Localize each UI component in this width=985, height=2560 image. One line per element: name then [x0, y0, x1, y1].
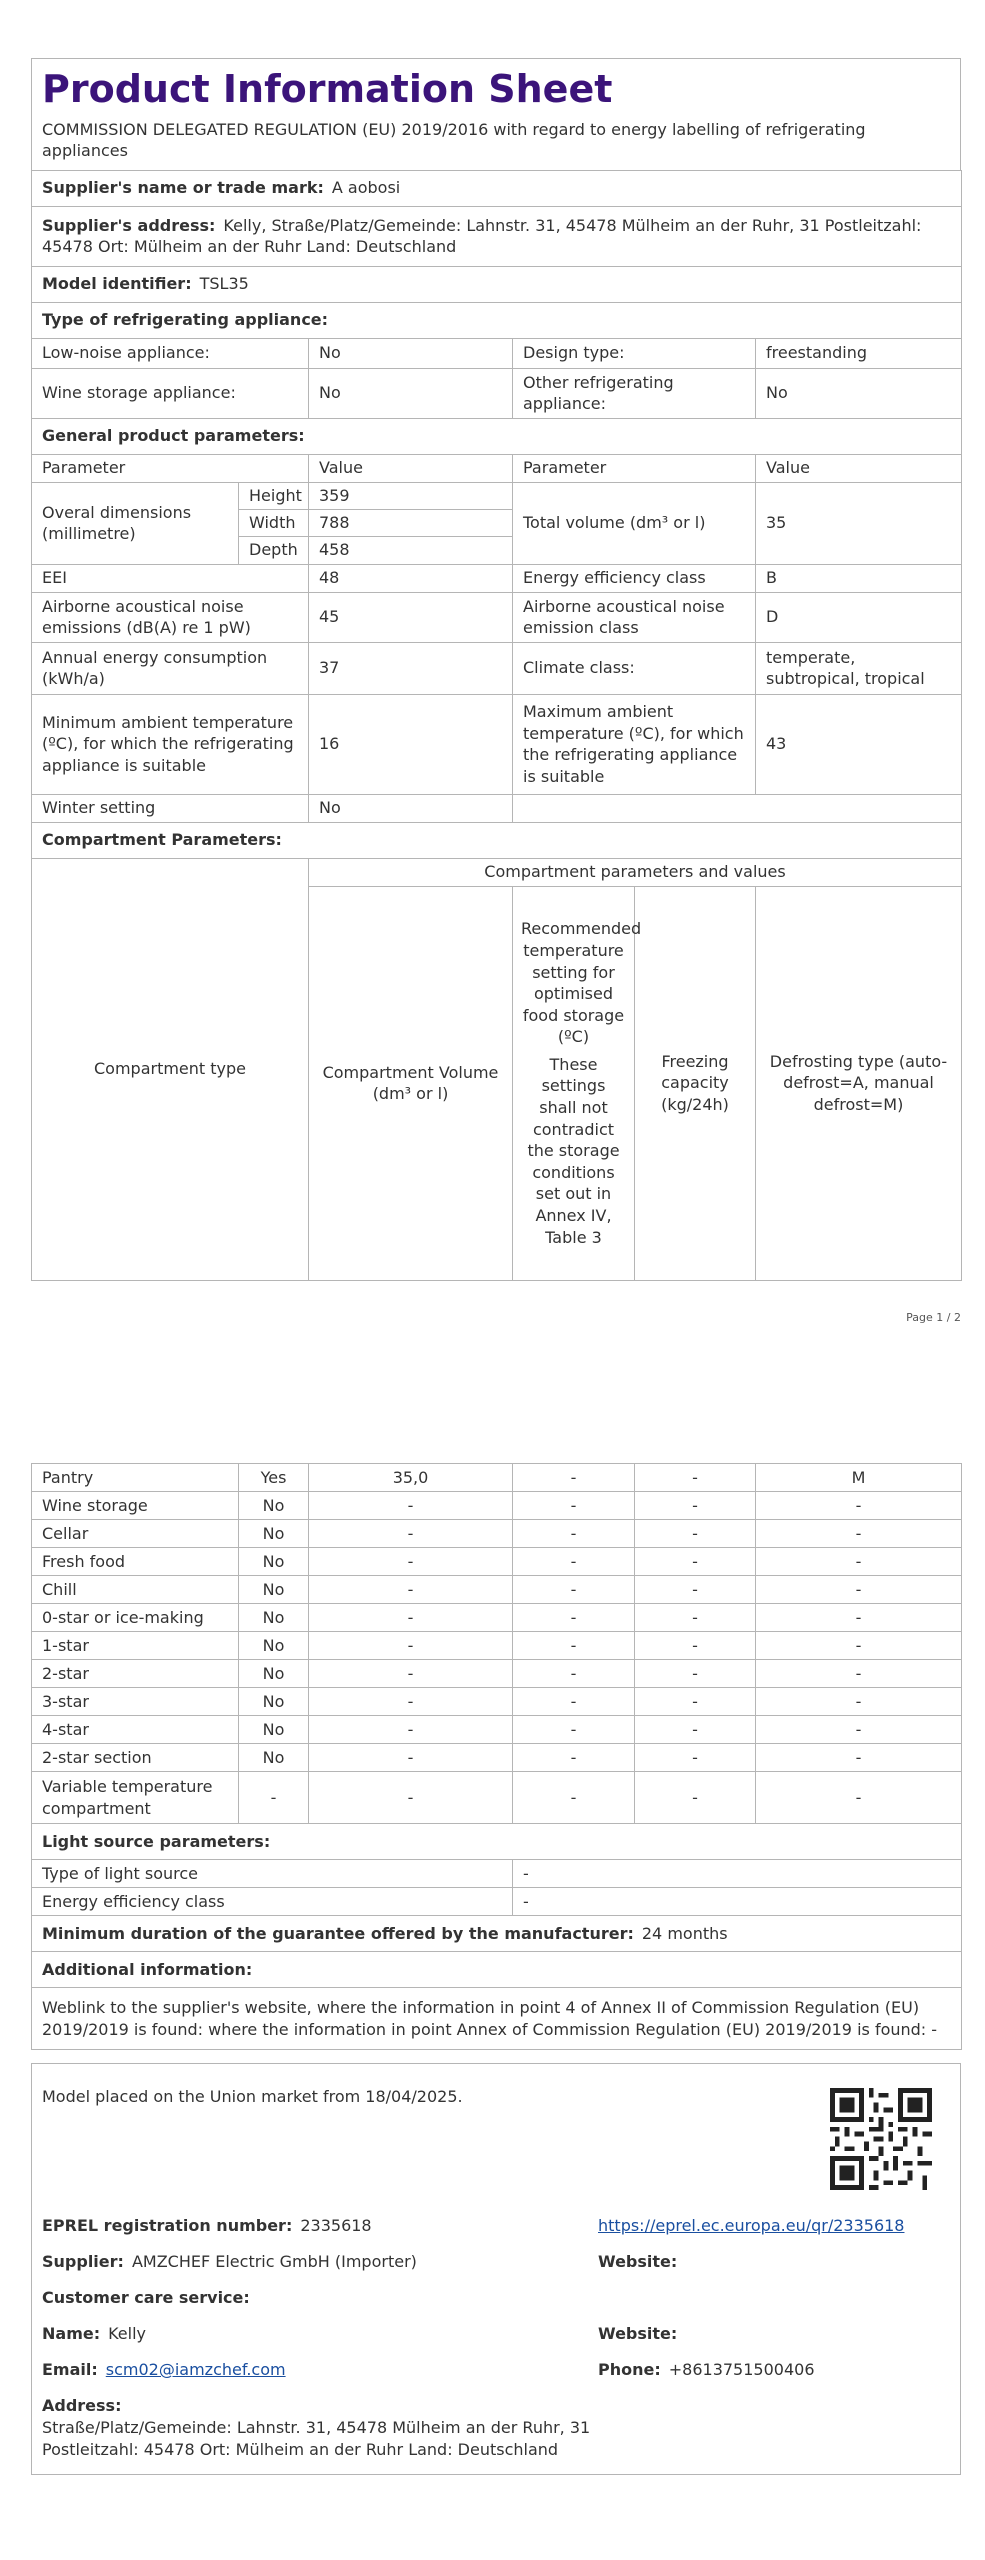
compartment-row — [32, 1576, 962, 1604]
compartment-row — [32, 1604, 962, 1632]
compartment-volume-cell: - — [309, 1492, 513, 1520]
other-appliance-value: No — [756, 368, 962, 418]
regulation-subtitle: COMMISSION DELEGATED REGULATION (EU) 2019/2016 with regard to energy labelling of refrigerating appliances — [42, 119, 866, 161]
compartment-freezing-cell: - — [635, 1492, 756, 1520]
energy-class-label: Energy efficiency class — [513, 564, 756, 592]
compartment-present-cell: - — [239, 1772, 309, 1824]
compartment-freezing-cell: - — [635, 1548, 756, 1576]
supplier-name-value: A aobosi — [331, 178, 401, 198]
care-website-label: Website: — [598, 2324, 678, 2343]
design-type-value: freestanding — [756, 338, 962, 368]
width-label: Width — [239, 509, 309, 536]
compartment-freezing-cell: - — [635, 1744, 756, 1772]
compartment-present-cell: No — [239, 1688, 309, 1716]
eei-label: EEI — [32, 564, 309, 592]
col-value-right: Value — [756, 454, 962, 482]
total-volume-value: 35 — [756, 482, 962, 564]
height-label: Height — [239, 482, 309, 509]
compartment-freezing-cell: - — [635, 1576, 756, 1604]
compartment-defrost-cell: - — [756, 1660, 962, 1688]
compartment-volume-cell: - — [309, 1576, 513, 1604]
compartment-temp-cell: - — [513, 1660, 635, 1688]
model-identifier-row: Model identifier: TSL35 — [32, 266, 962, 302]
compartment-temp-cell: - — [513, 1576, 635, 1604]
compartment-type-cell: Cellar — [32, 1520, 239, 1548]
qr-code-icon[interactable] — [830, 2088, 932, 2190]
max-temp-label: Maximum ambient temperature (ºC), for which the refrigerating appliance is suitable — [513, 694, 756, 794]
light-heading: Light source parameters: — [32, 1824, 962, 1860]
compartment-type-header: Compartment type — [32, 858, 309, 1280]
compartment-present-cell: No — [239, 1492, 309, 1520]
guarantee-row: Minimum duration of the guarantee offered by the manufacturer: 24 months — [32, 1916, 962, 1952]
col-parameter-right: Parameter — [513, 454, 756, 482]
sheet-page-1 — [31, 58, 961, 1281]
compartment-volume-cell: - — [309, 1688, 513, 1716]
compartment-type-cell: 2-star — [32, 1660, 239, 1688]
eprel-info-box — [31, 2063, 961, 2475]
winter-empty-cell — [513, 794, 962, 822]
compartment-freezing-cell: - — [635, 1604, 756, 1632]
compartment-freezing-cell: - — [635, 1520, 756, 1548]
compartment-freezing-cell: - — [635, 1632, 756, 1660]
eprel-link[interactable]: https://eprel.ec.europa.eu/qr/2335618 — [598, 2216, 905, 2235]
compartment-volume-cell: - — [309, 1716, 513, 1744]
compartment-group-header: Compartment parameters and values — [309, 858, 962, 886]
compartment-volume-cell: - — [309, 1520, 513, 1548]
guarantee-value: 24 months — [641, 1923, 728, 1943]
wine-appliance-label: Wine storage appliance: — [32, 368, 309, 418]
compartment-defrost-cell: - — [756, 1576, 962, 1604]
compartment-present-cell: No — [239, 1716, 309, 1744]
compartment-defrost-cell: - — [756, 1772, 962, 1824]
additional-text: Weblink to the supplier's website, where the information in point 4 of Annex II of Commission Regulation (EU) 2019/2019 is found: where the information in point Annex of Commission Regulation (EU) 2019/2019 is found: - — [32, 1988, 962, 2050]
address-heading: Address: — [42, 2396, 122, 2415]
compartment-type-cell: Chill — [32, 1576, 239, 1604]
compartment-type-cell: Variable temperature compartment — [32, 1772, 239, 1824]
compartment-volume-cell: - — [309, 1744, 513, 1772]
compartment-defrost-cell: - — [756, 1492, 962, 1520]
placed-on-market: Model placed on the Union market from 18/04/2025. — [42, 2087, 463, 2106]
compartment-row — [32, 1632, 962, 1660]
type-section-heading: Type of refrigerating appliance: — [32, 302, 962, 338]
page-title: Product Information Sheet — [42, 67, 613, 111]
supplier-address-value: Kelly, Straße/Platz/Gemeinde: Lahnstr. 31, 45478 Mülheim an der Ruhr, 31 Postleitzahl: 45478 Ort: Mülheim an der Ruhr Land: Deutschland — [42, 215, 922, 257]
customer-care-heading: Customer care service: — [42, 2288, 250, 2307]
design-type-label: Design type: — [513, 338, 756, 368]
phone-value: +8613751500406 — [668, 2360, 815, 2379]
compartment-temp-cell: - — [513, 1716, 635, 1744]
height-value: 359 — [309, 482, 513, 509]
compartment-present-cell: No — [239, 1576, 309, 1604]
sheet-header — [31, 58, 961, 170]
compartment-freezing-cell: - — [635, 1688, 756, 1716]
winter-setting-value: No — [309, 794, 513, 822]
compartment-defrost-cell: M — [756, 1464, 962, 1492]
compartment-type-cell: Wine storage — [32, 1492, 239, 1520]
compartment-type-cell: 1-star — [32, 1632, 239, 1660]
compartment-present-cell: No — [239, 1660, 309, 1688]
compartment-row — [32, 1716, 962, 1744]
freezing-capacity-header: Freezing capacity (kg/24h) — [635, 886, 756, 1280]
compartment-row — [32, 1464, 962, 1492]
col-value-left: Value — [309, 454, 513, 482]
low-noise-value: No — [309, 338, 513, 368]
annual-energy-value: 37 — [309, 642, 513, 694]
eprel-registration-value: 2335618 — [300, 2216, 372, 2235]
compartment-defrost-cell: - — [756, 1688, 962, 1716]
light-type-value: - — [513, 1860, 962, 1888]
compartment-temp-cell: - — [513, 1464, 635, 1492]
energy-class-value: B — [756, 564, 962, 592]
compartment-temp-cell: - — [513, 1548, 635, 1576]
annual-energy-label: Annual energy consumption (kWh/a) — [32, 642, 309, 694]
recommended-temp-note: These settings shall not contradict the storage conditions set out in Annex IV, Table 3 — [527, 1054, 620, 1247]
low-noise-label: Low-noise appliance: — [32, 338, 309, 368]
compartment-freezing-cell: - — [635, 1716, 756, 1744]
supplier-info-value: AMZCHEF Electric GmbH (Importer) — [131, 2252, 417, 2271]
depth-value: 458 — [309, 536, 513, 564]
eprel-registration: EPREL registration number: 2335618 — [42, 2216, 372, 2235]
compartment-heading: Compartment Parameters: — [32, 822, 962, 858]
compartment-volume-header: Compartment Volume (dm³ or l) — [309, 886, 513, 1280]
compartment-present-cell: Yes — [239, 1464, 309, 1492]
compartment-defrost-cell: - — [756, 1548, 962, 1576]
contact-phone: Phone: +8613751500406 — [598, 2360, 815, 2379]
compartment-temp-cell: - — [513, 1688, 635, 1716]
noise-label: Airborne acoustical noise emissions (dB(A) re 1 pW) — [32, 592, 309, 642]
compartment-row — [32, 1660, 962, 1688]
compartment-defrost-cell: - — [756, 1632, 962, 1660]
compartment-volume-cell: - — [309, 1772, 513, 1824]
defrosting-type-header: Defrosting type (auto-defrost=A, manual defrost=M) — [756, 886, 962, 1280]
max-temp-value: 43 — [756, 694, 962, 794]
compartment-freezing-cell: - — [635, 1772, 756, 1824]
compartment-row — [32, 1772, 962, 1824]
compartment-rows — [32, 1464, 962, 1824]
care-address-value: Straße/Platz/Gemeinde: Lahnstr. 31, 45478 Mülheim an der Ruhr, 31 Postleitzahl: 45478 Ort: Mülheim an der Ruhr Land: Deutschland — [42, 2418, 591, 2459]
compartment-defrost-cell: - — [756, 1716, 962, 1744]
climate-class-value: temperate, subtropical, tropical — [756, 642, 962, 694]
supplier-info: Supplier: AMZCHEF Electric GmbH (Importer) — [42, 2252, 417, 2271]
email-link[interactable]: scm02@iamzchef.com — [105, 2360, 286, 2379]
supplier-name-row: Supplier's name or trade mark: A aobosi — [32, 170, 962, 206]
main-table-page-1 — [31, 170, 962, 1281]
main-table-page-2 — [31, 1463, 962, 2050]
compartment-row — [32, 1688, 962, 1716]
compartment-volume-cell: 35,0 — [309, 1464, 513, 1492]
contact-name-value: Kelly — [108, 2324, 147, 2343]
general-heading: General product parameters: — [32, 418, 962, 454]
depth-label: Depth — [239, 536, 309, 564]
contact-email: Email: scm02@iamzchef.com — [42, 2360, 286, 2379]
compartment-volume-cell: - — [309, 1632, 513, 1660]
compartment-freezing-cell: - — [635, 1464, 756, 1492]
compartment-temp-cell: - — [513, 1492, 635, 1520]
compartment-temp-cell: - — [513, 1772, 635, 1824]
recommended-temp-header — [513, 886, 642, 1280]
noise-class-value: D — [756, 592, 962, 642]
sheet-page-2 — [31, 1463, 961, 2050]
contact-name: Name: Kelly — [42, 2324, 147, 2343]
compartment-present-cell: No — [239, 1548, 309, 1576]
noise-value: 45 — [309, 592, 513, 642]
width-value: 788 — [309, 509, 513, 536]
additional-heading: Additional information: — [32, 1952, 962, 1988]
supplier-address-row: Supplier's address: Kelly, Straße/Platz/Gemeinde: Lahnstr. 31, 45478 Mülheim an der Ruhr, 31 Postleitzahl: 45478 Ort: Mülheim an der Ruhr Land: Deutschland — [32, 206, 962, 266]
min-temp-label: Minimum ambient temperature (ºC), for which the refrigerating appliance is suitable — [32, 694, 309, 794]
compartment-row — [32, 1520, 962, 1548]
min-temp-value: 16 — [309, 694, 513, 794]
compartment-row — [32, 1548, 962, 1576]
light-class-value: - — [513, 1888, 962, 1916]
compartment-type-cell: 0-star or ice-making — [32, 1604, 239, 1632]
compartment-type-cell: Fresh food — [32, 1548, 239, 1576]
compartment-defrost-cell: - — [756, 1744, 962, 1772]
compartment-type-cell: 4-star — [32, 1716, 239, 1744]
compartment-temp-cell: - — [513, 1744, 635, 1772]
compartment-type-cell: 3-star — [32, 1688, 239, 1716]
supplier-website-label: Website: — [598, 2252, 678, 2271]
winter-setting-label: Winter setting — [32, 794, 309, 822]
compartment-present-cell: No — [239, 1744, 309, 1772]
eei-value: 48 — [309, 564, 513, 592]
model-identifier-value: TSL35 — [199, 274, 249, 294]
compartment-present-cell: No — [239, 1604, 309, 1632]
compartment-temp-cell: - — [513, 1520, 635, 1548]
compartment-defrost-cell: - — [756, 1604, 962, 1632]
compartment-volume-cell: - — [309, 1604, 513, 1632]
compartment-defrost-cell: - — [756, 1520, 962, 1548]
light-class-label: Energy efficiency class — [32, 1888, 513, 1916]
total-volume-label: Total volume (dm³ or l) — [513, 482, 756, 564]
compartment-type-cell: 2-star section — [32, 1744, 239, 1772]
light-type-label: Type of light source — [32, 1860, 513, 1888]
compartment-row — [32, 1744, 962, 1772]
other-appliance-label: Other refrigerating appliance: — [513, 368, 756, 418]
noise-class-label: Airborne acoustical noise emission class — [513, 592, 756, 642]
recommended-temp-text: Recommended temperature setting for optimised food storage (ºC) — [521, 919, 642, 1047]
page-number: Page 1 / 2 — [906, 1311, 961, 1324]
compartment-freezing-cell: - — [635, 1660, 756, 1688]
compartment-temp-cell: - — [513, 1632, 635, 1660]
climate-class-label: Climate class: — [513, 642, 756, 694]
wine-appliance-value: No — [309, 368, 513, 418]
compartment-present-cell: No — [239, 1520, 309, 1548]
compartment-type-cell: Pantry — [32, 1464, 239, 1492]
compartment-volume-cell: - — [309, 1548, 513, 1576]
compartment-row — [32, 1492, 962, 1520]
dimensions-label: Overal dimensions (millimetre) — [32, 482, 239, 564]
compartment-temp-cell: - — [513, 1604, 635, 1632]
compartment-present-cell: No — [239, 1632, 309, 1660]
compartment-volume-cell: - — [309, 1660, 513, 1688]
col-parameter-left: Parameter — [32, 454, 309, 482]
